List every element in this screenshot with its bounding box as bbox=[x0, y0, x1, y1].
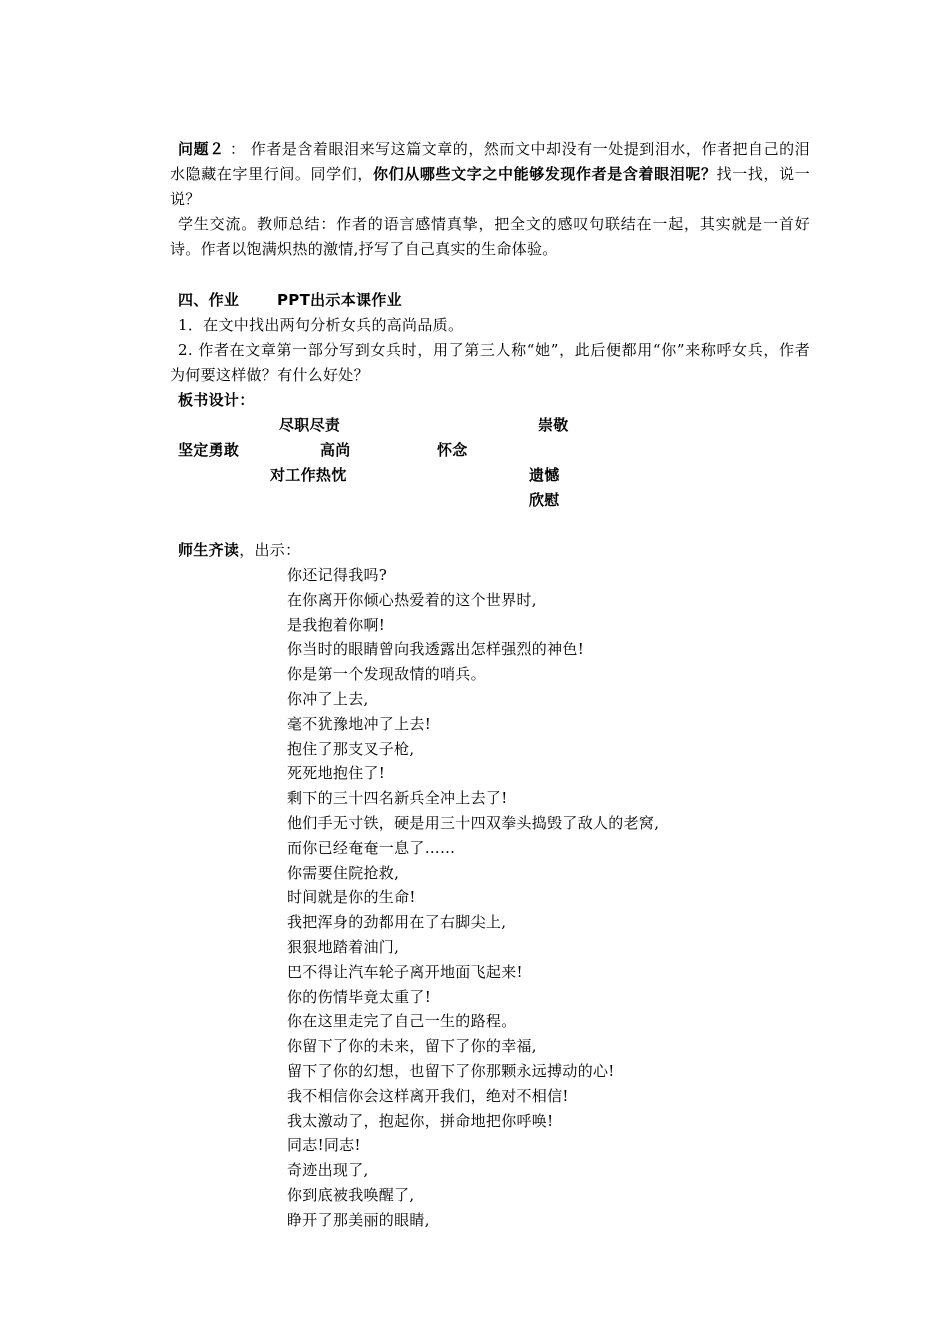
poem-line: 时间就是你的生命! bbox=[287, 888, 416, 907]
board-word-enthusiasm: 对工作热忱 bbox=[270, 466, 347, 484]
question-2-label: 问题２ bbox=[178, 140, 225, 158]
board-word-miss: 怀念 bbox=[437, 441, 468, 459]
poem-line: 死死地抱住了! bbox=[287, 764, 386, 783]
board-design-label: 板书设计： bbox=[178, 391, 255, 409]
poem-line: 巴不得让汽车轮子离开地面飞起来! bbox=[287, 962, 523, 981]
read-together-rest: ，出示： bbox=[239, 541, 301, 559]
poem-line: 他们手无寸铁，硬是用三十四双拳头捣毁了敌人的老窝, bbox=[287, 814, 660, 832]
poem-line: 同志!同志! bbox=[287, 1136, 361, 1155]
homework-item-2: 2. 作者在文章第一部分写到女兵时，用了第三人称“她”，此后便都用“你”来称呼女兵，作者为何要这样做？有什么好处？ bbox=[170, 341, 810, 384]
board-word-noble: 高尚 bbox=[320, 441, 351, 459]
poem-line: 你还记得我吗? bbox=[287, 566, 388, 584]
question-2-paragraph bbox=[170, 137, 810, 212]
poem-line: 我太激动了，抱起你，拼命地把你呼唤! bbox=[287, 1111, 554, 1130]
poem-line: 你留下了你的未来，留下了你的幸福, bbox=[287, 1037, 537, 1056]
poem-line: 在你离开你倾心热爱着的这个世界时, bbox=[287, 590, 537, 609]
board-word-brave: 坚定勇敢 bbox=[178, 441, 240, 459]
board-word-comfort: 欣慰 bbox=[529, 491, 560, 509]
poem-line: 剩下的三十四名新兵全冲上去了! bbox=[287, 789, 508, 808]
question-2-text-end: 找一找，说一说？ bbox=[170, 165, 810, 208]
poem-line: 你的伤情毕竟太重了! bbox=[287, 987, 432, 1006]
poem-line: 你是第一个发现敌情的哨兵。 bbox=[287, 665, 486, 684]
poem-line: 奇迹出现了, bbox=[287, 1161, 369, 1180]
poem-line: 你到底被我唤醒了, bbox=[287, 1186, 415, 1204]
homework-item-1: 1．在文中找出两句分析女兵的高尚品质。 bbox=[178, 316, 464, 334]
homework-heading: 四、作业 bbox=[178, 291, 240, 309]
board-word-dedicated: 尽职尽责 bbox=[279, 416, 341, 434]
poem-line: 狠狠地踏着油门, bbox=[287, 938, 400, 956]
question-2-text: 作者是含着眼泪来写这篇文章的，然而文中却没有一处提到泪水，作者把自己的泪水隐藏在字里行间。同学们， bbox=[170, 140, 810, 183]
board-word-respect: 崇敬 bbox=[538, 416, 569, 434]
poem-line: 你当时的眼睛曾向我透露出怎样强烈的神色! bbox=[287, 640, 585, 659]
poem-line: 我把浑身的劲都用在了右脚尖上, bbox=[287, 913, 507, 932]
question-2-bold-question: 你们从哪些文字之中能够发现作者是含着眼泪呢？ bbox=[373, 165, 717, 183]
poem-line: 你需要住院抢救, bbox=[287, 863, 400, 882]
read-together-label: 师生齐读 bbox=[178, 541, 240, 559]
poem-line: 我不相信你会这样离开我们，绝对不相信! bbox=[287, 1086, 569, 1105]
poem-line: 你在这里走完了自己一生的路程。 bbox=[287, 1012, 517, 1031]
poem-line: 毫不犹豫地冲了上去! bbox=[287, 714, 432, 733]
question-2-colon: ： bbox=[229, 140, 246, 158]
read-together-line bbox=[178, 538, 300, 563]
teacher-summary-paragraph: 学生交流。教师总结：作者的语言感情真挚，把全文的感叹句联结在一起，其实就是一首好诗。作者以饱满炽热的激情,抒写了自己真实的生命体验。 bbox=[170, 215, 810, 258]
poem-line: 是我抱着你啊! bbox=[287, 615, 386, 634]
poem-line: 睁开了那美丽的眼睛, bbox=[287, 1210, 430, 1229]
poem-line: 抱住了那支叉子枪, bbox=[287, 739, 415, 758]
poem-line: 留下了你的幻想，也留下了你那颗永远搏动的心! bbox=[287, 1062, 615, 1080]
poem-line: 而你已经奄奄一息了…… bbox=[287, 838, 456, 857]
poem-line: 你冲了上去, bbox=[287, 690, 369, 708]
homework-ppt-note: PPT出示本课作业 bbox=[277, 291, 402, 309]
board-word-regret: 遗憾 bbox=[529, 466, 560, 484]
